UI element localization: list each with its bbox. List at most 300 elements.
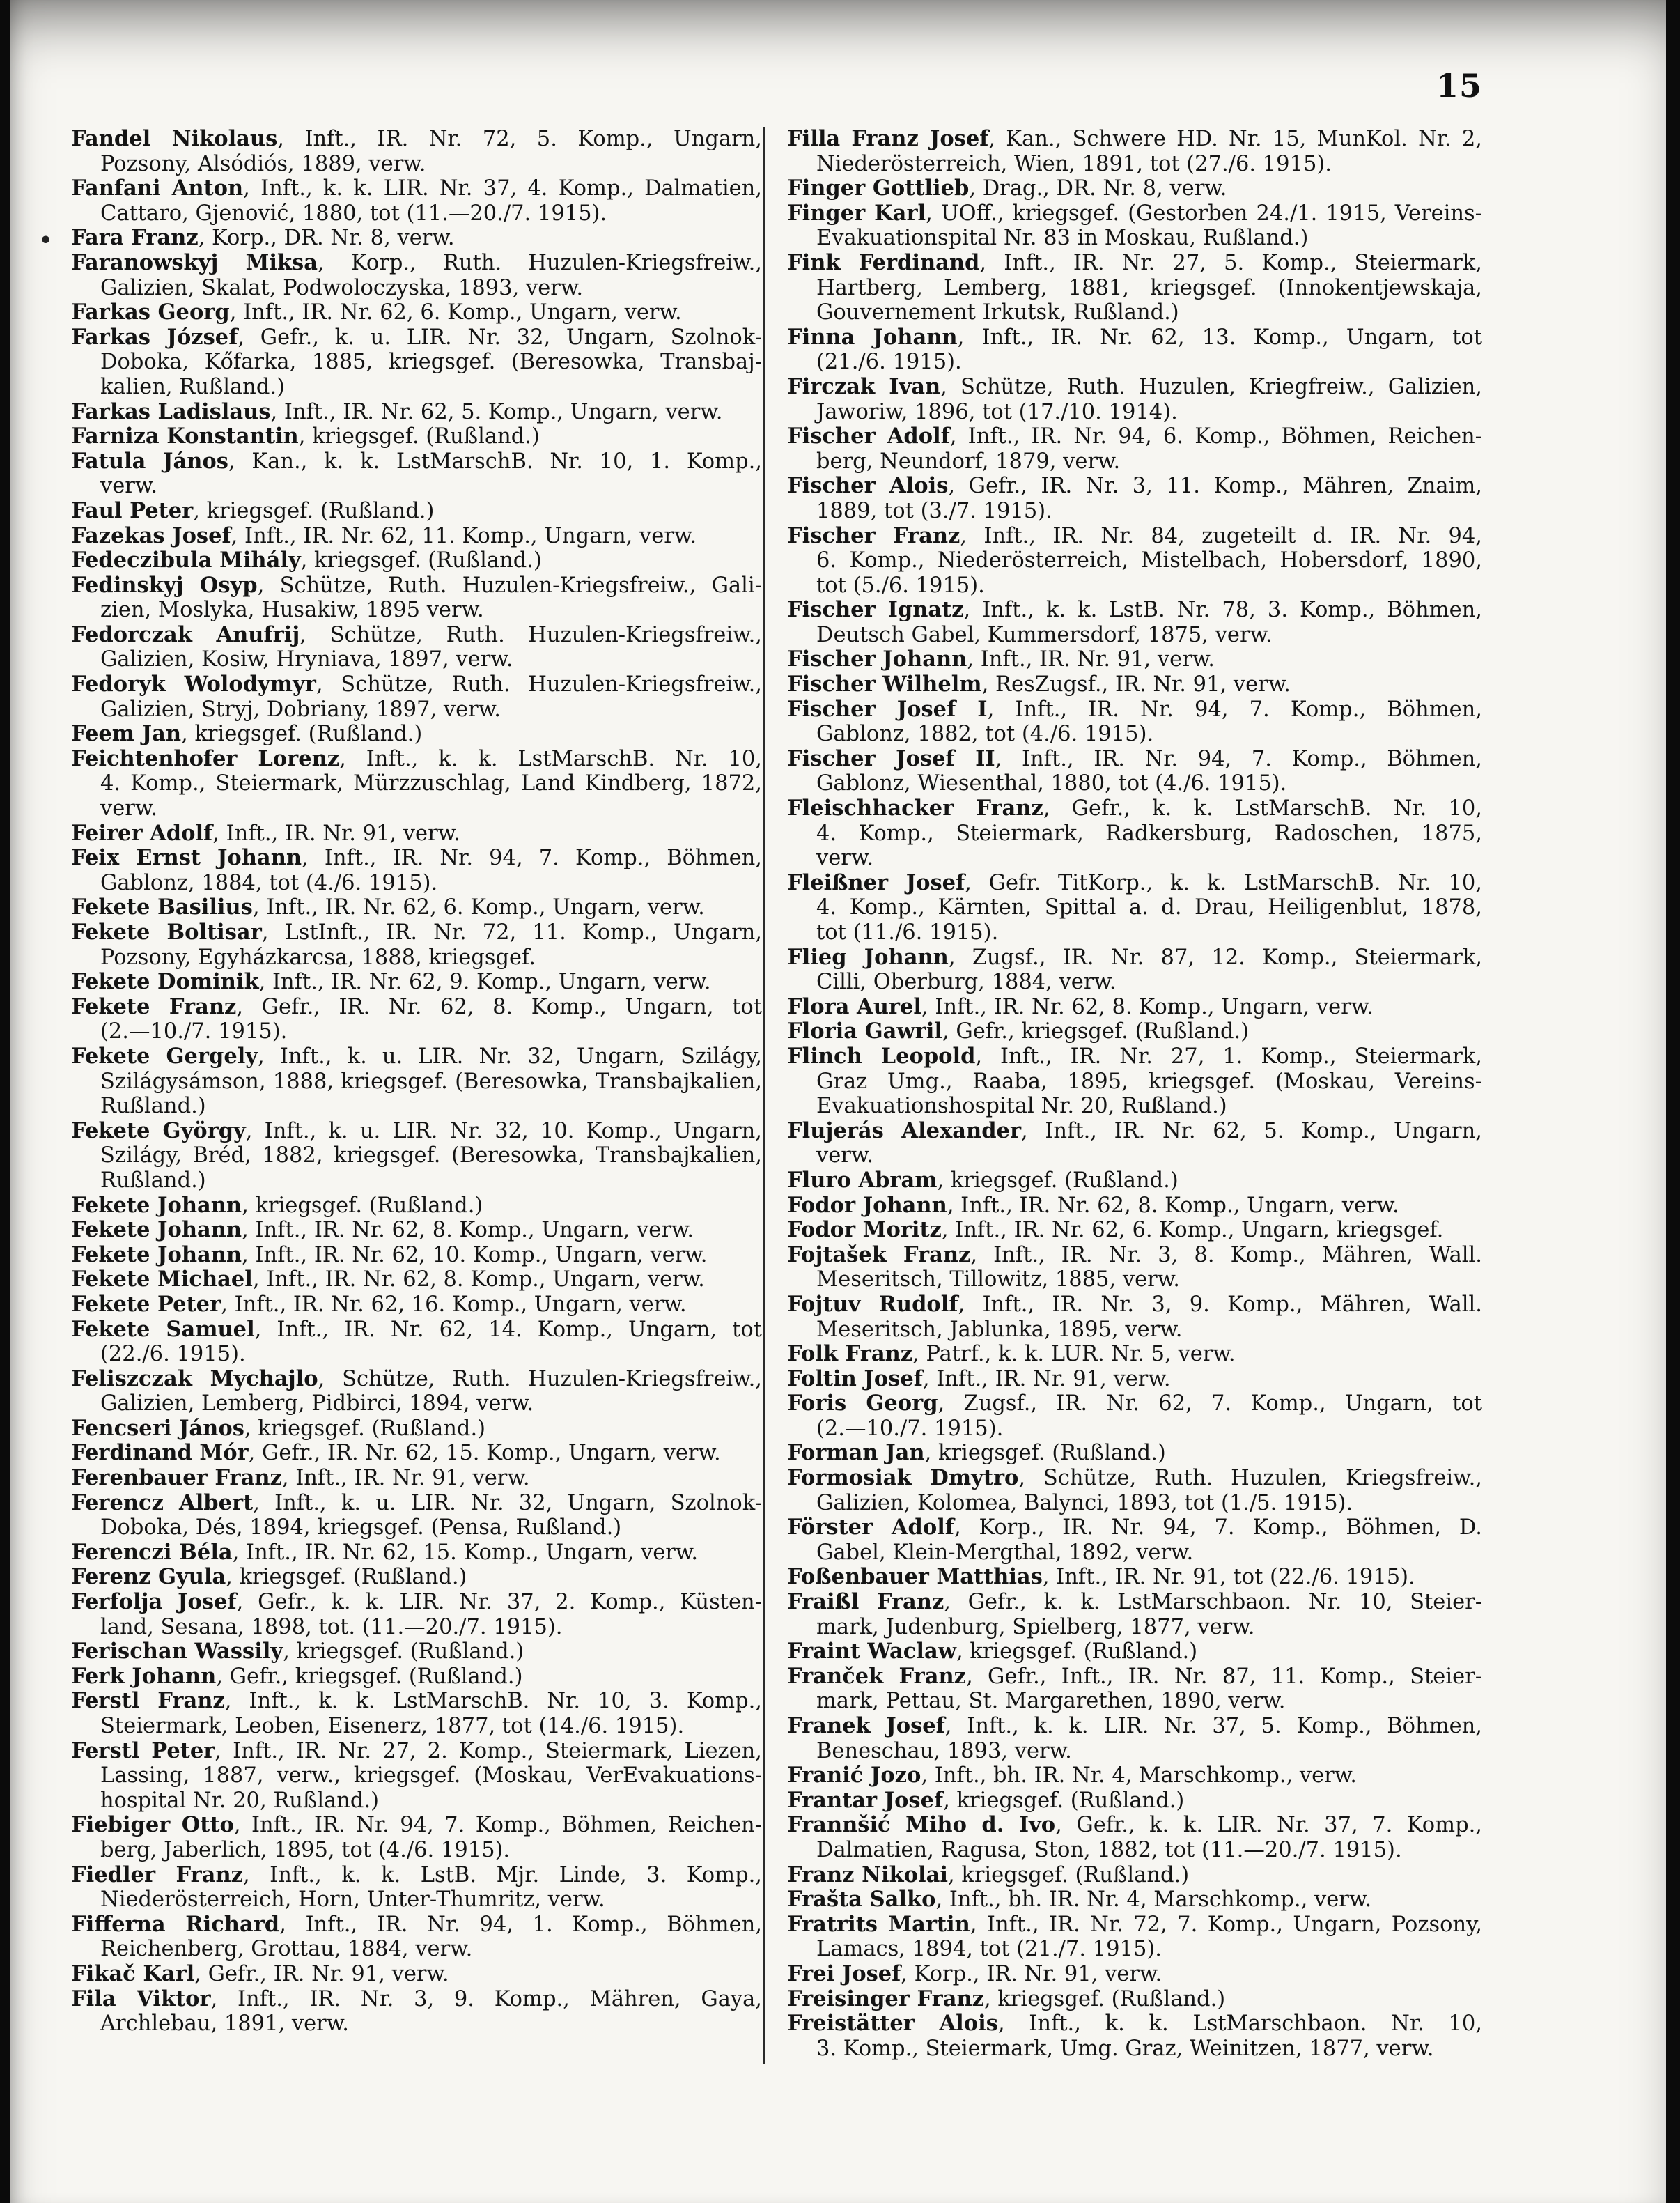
entry-name: Farkas Georg — [71, 300, 230, 325]
document-page — [10, 0, 1666, 2203]
entry-name: Fischer Josef II — [787, 746, 995, 771]
entry-name: Farniza Konstantin — [71, 424, 299, 449]
entry-continuation-line: Gablonz, 1884, tot (4./6. 1915). — [100, 870, 438, 895]
entry-continuation-line: Evakuationshospital Nr. 20, Rußland.) — [816, 1094, 1227, 1119]
entry-first-line: Farkas Ladislaus, Inft., IR. Nr. 62, 5. Komp., Ungarn, verw. — [71, 399, 723, 424]
entry-continuation-line: Jaworiw, 1896, tot (17./10. 1914). — [816, 399, 1178, 424]
entry-first-line: Fischer Josef I, Inft., IR. Nr. 94, 7. Komp., Böhmen, — [787, 697, 1482, 722]
register-entry — [71, 499, 762, 524]
entry-continuation-line: berg, Neundorf, 1879, verw. — [816, 449, 1121, 474]
entry-first-line: Fischer Alois, Gefr., IR. Nr. 3, 11. Komp., Mähren, Znaim, — [787, 474, 1482, 499]
entry-first-line: Fekete Franz, Gefr., IR. Nr. 62, 8. Komp., Ungarn, tot — [71, 994, 762, 1019]
entry-first-line: Fedoryk Wolodymyr, Schütze, Ruth. Huzulen-Kriegsfreiw., — [71, 672, 762, 697]
entry-first-line: Frannšić Miho d. Ivo, Gefr., k. k. LIR. Nr. 37, 7. Komp., — [787, 1813, 1482, 1838]
register-entry — [71, 325, 762, 400]
register-entry — [787, 201, 1482, 251]
entry-name: Folk Franz — [787, 1342, 913, 1367]
entry-continuation-line: Gabel, Klein-Mergthal, 1892, verw. — [816, 1540, 1194, 1565]
register-entry — [787, 1887, 1482, 1912]
entry-first-line: Farkas József, Gefr., k. u. LIR. Nr. 32, Ungarn, Szolnok- — [71, 325, 762, 350]
entry-name: Fila Viktor — [71, 1986, 211, 2011]
register-entry — [71, 1044, 762, 1119]
register-entry — [787, 598, 1482, 647]
entry-continuation-line: 4. Komp., Steiermark, Mürzzuschlag, Land Kindberg, 1872, — [100, 771, 762, 796]
entry-name: Fekete Franz — [71, 994, 237, 1019]
register-entry — [787, 871, 1482, 945]
register-entry — [71, 524, 762, 549]
entry-first-line: Fekete Johann, Inft., IR. Nr. 62, 8. Komp., Ungarn, verw. — [71, 1218, 694, 1243]
entry-name: Ferk Johann — [71, 1664, 217, 1689]
register-entry — [787, 747, 1482, 796]
entry-name: Ferischan Wassily — [71, 1639, 283, 1664]
entry-name: Förster Adolf — [787, 1515, 954, 1540]
entry-continuation-line: Niederösterreich, Horn, Unter-Thumritz, verw. — [100, 1887, 605, 1912]
entry-name: Floria Gawril — [787, 1019, 942, 1044]
register-entry — [71, 1565, 762, 1590]
entry-first-line: Fandel Nikolaus, Inft., IR. Nr. 72, 5. Komp., Ungarn, — [71, 127, 762, 151]
entry-name: Fodor Johann — [787, 1193, 947, 1218]
entry-first-line: Ferdinand Mór, Gefr., IR. Nr. 62, 15. Komp., Ungarn, verw. — [71, 1441, 721, 1466]
entry-name: Fanfani Anton — [71, 176, 244, 201]
register-entry — [71, 300, 762, 325]
register-entry — [787, 127, 1482, 176]
entry-first-line: Franček Franz, Gefr., Inft., IR. Nr. 87, 11. Komp., Steier- — [787, 1664, 1482, 1689]
register-entry — [787, 1391, 1482, 1441]
entry-first-line: Fodor Johann, Inft., IR. Nr. 62, 8. Komp., Ungarn, verw. — [787, 1193, 1399, 1218]
entry-first-line: Fifferna Richard, Inft., IR. Nr. 94, 1. Komp., Böhmen, — [71, 1912, 762, 1937]
entry-continuation-line: zien, Moslyka, Husakiw, 1895 verw. — [100, 598, 484, 623]
entry-name: Feirer Adolf — [71, 821, 213, 846]
register-entry — [787, 474, 1482, 523]
entry-first-line: Flieg Johann, Zugsf., IR. Nr. 87, 12. Komp., Steiermark, — [787, 945, 1482, 970]
entry-name: Fekete Johann — [71, 1193, 242, 1218]
entry-continuation-line: hospital Nr. 20, Rußland.) — [100, 1788, 380, 1813]
register-entry — [787, 2011, 1482, 2061]
entry-name: Ferstl Peter — [71, 1738, 215, 1763]
register-entry — [71, 1466, 762, 1491]
entry-first-line: Fanfani Anton, Inft., k. k. LIR. Nr. 37, 4. Komp., Dalmatien, — [71, 176, 762, 201]
entry-first-line: Ferencz Albert, Inft., k. u. LIR. Nr. 32, Ungarn, Szolnok- — [71, 1490, 762, 1515]
entry-continuation-line: 3. Komp., Steiermark, Umg. Graz, Weinitzen, 1877, verw. — [816, 2036, 1434, 2061]
register-entry — [787, 1639, 1482, 1664]
entry-first-line: Finna Johann, Inft., IR. Nr. 62, 13. Komp., Ungarn, tot — [787, 325, 1482, 350]
entry-name: Fifferna Richard — [71, 1912, 280, 1937]
register-entry — [787, 1565, 1482, 1590]
register-entry — [787, 1863, 1482, 1888]
entry-name: Fluro Abram — [787, 1168, 938, 1193]
entry-name: Fiedler Franz — [71, 1862, 243, 1887]
entry-name: Fekete Boltisar — [71, 920, 262, 945]
register-entry — [787, 1788, 1482, 1814]
register-entry — [787, 697, 1482, 747]
entry-first-line: Fedorczak Anufrij, Schütze, Ruth. Huzulen-Kriegsfreiw., — [71, 622, 762, 647]
entry-first-line: Fazekas Josef, Inft., IR. Nr. 62, 11. Komp., Ungarn, verw. — [71, 523, 697, 548]
entry-name: Foßenbauer Matthias — [787, 1565, 1043, 1590]
register-entry — [787, 1912, 1482, 1962]
register-entry — [787, 1019, 1482, 1044]
entry-continuation-line: mark, Judenburg, Spielberg, 1877, verw. — [816, 1614, 1255, 1639]
register-entry — [787, 1590, 1482, 1639]
register-entry — [71, 449, 762, 499]
entry-name: Fink Ferdinand — [787, 250, 980, 275]
entry-first-line: Feix Ernst Johann, Inft., IR. Nr. 94, 7. Komp., Böhmen, — [71, 846, 762, 871]
entry-name: Fekete Michael — [71, 1267, 253, 1292]
entry-name: Fraint Waclaw — [787, 1639, 956, 1664]
register-entry — [787, 1168, 1482, 1193]
entry-first-line: Finger Karl, UOff., kriegsgef. (Gestorben 24./1. 1915, Vereins- — [787, 201, 1482, 226]
entry-first-line: Ferstl Franz, Inft., k. k. LstMarschB. Nr. 10, 3. Komp., — [71, 1689, 762, 1714]
right-column — [787, 127, 1482, 2061]
register-entry — [71, 747, 762, 821]
entry-continuation-line: Meseritsch, Tillowitz, 1885, verw. — [816, 1267, 1180, 1292]
entry-first-line: Feem Jan, kriegsgef. (Rußland.) — [71, 722, 423, 747]
entry-name: Franek Josef — [787, 1714, 945, 1738]
entry-first-line: Fiedler Franz, Inft., k. k. LstB. Mjr. Linde, 3. Komp., — [71, 1862, 762, 1887]
entry-name: Feix Ernst Johann — [71, 846, 302, 871]
entry-first-line: Fekete Peter, Inft., IR. Nr. 62, 16. Komp., Ungarn, verw. — [71, 1292, 687, 1317]
entry-first-line: Fatula János, Kan., k. k. LstMarschB. Nr. 10, 1. Komp., — [71, 449, 762, 474]
register-entry — [787, 375, 1482, 424]
entry-name: Fazekas Josef — [71, 523, 231, 548]
entry-first-line: Floria Gawril, Gefr., kriegsgef. (Rußland.) — [787, 1019, 1250, 1044]
entry-continuation-line: Lassing, 1887, verw., kriegsgef. (Moskau, VerEvakuations- — [100, 1763, 762, 1788]
entry-name: Fekete Peter — [71, 1292, 221, 1317]
register-entry — [787, 672, 1482, 697]
register-entry — [71, 1739, 762, 1814]
entry-first-line: Franz Nikolai, kriegsgef. (Rußland.) — [787, 1862, 1190, 1887]
entry-first-line: Folk Franz, Patrf., k. k. LUR. Nr. 5, verw. — [787, 1342, 1236, 1367]
entry-name: Fekete Samuel — [71, 1317, 255, 1342]
entry-name: Franček Franz — [787, 1664, 966, 1689]
entry-continuation-line: 4. Komp., Kärnten, Spittal a. d. Drau, Heiligenblut, 1878, — [816, 895, 1482, 920]
entry-name: Fischer Ignatz — [787, 598, 964, 623]
entry-first-line: Fikač Karl, Gefr., IR. Nr. 91, verw. — [71, 1961, 449, 1986]
entry-name: Fleißner Josef — [787, 870, 965, 895]
register-entry — [71, 1267, 762, 1292]
entry-name: Fedoryk Wolodymyr — [71, 672, 316, 697]
entry-name: Fara Franz — [71, 226, 199, 251]
register-entry — [787, 1466, 1482, 1515]
entry-name: Foltin Josef — [787, 1366, 923, 1391]
entry-first-line: Fischer Franz, Inft., IR. Nr. 84, zugeteilt d. IR. Nr. 94, — [787, 523, 1482, 548]
entry-name: Flujerás Alexander — [787, 1118, 1022, 1143]
entry-name: Farkas József — [71, 325, 238, 350]
entry-continuation-line: Galizien, Kolomea, Balynci, 1893, tot (1./5. 1915). — [816, 1490, 1353, 1515]
register-entry — [787, 995, 1482, 1020]
entry-name: Fekete Dominik — [71, 970, 259, 995]
register-entry — [71, 1813, 762, 1862]
register-entry — [71, 424, 762, 449]
entry-first-line: Finger Gottlieb, Drag., DR. Nr. 8, verw. — [787, 176, 1227, 201]
entry-name: Fencseri János — [71, 1416, 244, 1441]
entry-name: Fischer Adolf — [787, 424, 950, 449]
column-divider — [763, 127, 765, 2064]
entry-name: Fleischhacker Franz — [787, 796, 1043, 821]
entry-name: Fischer Alois — [787, 474, 949, 499]
entry-name: Fekete Basilius — [71, 895, 253, 920]
entry-name: Frannšić Miho d. Ivo — [787, 1813, 1056, 1838]
entry-first-line: Fekete Samuel, Inft., IR. Nr. 62, 14. Komp., Ungarn, tot — [71, 1317, 762, 1342]
entry-continuation-line: (2.—10./7. 1915). — [816, 1416, 1004, 1441]
entry-first-line: Fekete Johann, kriegsgef. (Rußland.) — [71, 1193, 483, 1218]
entry-continuation-line: Pozsony, Egyházkarcsa, 1888, kriegsgef. — [100, 945, 536, 970]
register-entry — [71, 1639, 762, 1664]
register-entry — [71, 1863, 762, 1912]
entry-continuation-line: Galizien, Kosiw, Hryniava, 1897, verw. — [100, 647, 513, 672]
entry-first-line: Freisinger Franz, kriegsgef. (Rußland.) — [787, 1986, 1226, 2011]
entry-continuation-line: Gouvernement Irkutsk, Rußland.) — [816, 300, 1179, 325]
entry-name: Faul Peter — [71, 498, 194, 523]
entry-first-line: Fiebiger Otto, Inft., IR. Nr. 94, 7. Komp., Böhmen, Reichen- — [71, 1813, 762, 1838]
entry-name: Frantar Josef — [787, 1788, 944, 1813]
register-entry — [71, 573, 762, 623]
entry-first-line: Fodor Moritz, Inft., IR. Nr. 62, 6. Komp., Ungarn, kriegsgef. — [787, 1218, 1444, 1243]
entry-first-line: Flora Aurel, Inft., IR. Nr. 62, 8. Komp., Ungarn, verw. — [787, 994, 1374, 1019]
entry-continuation-line: Galizien, Stryj, Dobriany, 1897, verw. — [100, 697, 501, 722]
entry-name: Fedeczibula Mihály — [71, 548, 301, 573]
entry-name: Ferdinand Mór — [71, 1441, 249, 1466]
entry-continuation-line: Archlebau, 1891, verw. — [100, 2011, 349, 2036]
entry-name: Foris Georg — [787, 1391, 938, 1416]
entry-name: Franić Jozo — [787, 1763, 921, 1788]
entry-name: Ferenz Gyula — [71, 1565, 226, 1590]
margin-mark-icon: • — [39, 229, 53, 253]
entry-first-line: Ferfolja Josef, Gefr., k. k. LIR. Nr. 37, 2. Komp., Küsten- — [71, 1590, 762, 1615]
entry-continuation-line: Szilágysámson, 1888, kriegsgef. (Beresowka, Transbajkalien, — [100, 1069, 762, 1094]
entry-name: Ferenczi Béla — [71, 1540, 233, 1565]
entry-first-line: Fekete Basilius, Inft., IR. Nr. 62, 6. Komp., Ungarn, verw. — [71, 895, 705, 920]
entry-continuation-line: (21./6. 1915). — [816, 350, 962, 375]
entry-first-line: Flujerás Alexander, Inft., IR. Nr. 62, 5. Komp., Ungarn, — [787, 1118, 1482, 1143]
entry-name: Ferstl Franz — [71, 1689, 225, 1714]
entry-first-line: Fraint Waclaw, kriegsgef. (Rußland.) — [787, 1639, 1198, 1664]
register-entry — [71, 1441, 762, 1466]
entry-continuation-line: tot (11./6. 1915). — [816, 920, 999, 945]
entry-name: Fekete Johann — [71, 1218, 242, 1243]
entry-first-line: Franić Jozo, Inft., bh. IR. Nr. 4, Marschkomp., verw. — [787, 1763, 1357, 1788]
entry-continuation-line: Steiermark, Leoben, Eisenerz, 1877, tot (14./6. 1915). — [100, 1714, 685, 1738]
entry-continuation-line: Niederösterreich, Wien, 1891, tot (27./6. 1915). — [816, 151, 1332, 176]
entry-first-line: Fischer Ignatz, Inft., k. k. LstB. Nr. 78, 3. Komp., Böhmen, — [787, 598, 1482, 623]
entry-continuation-line: verw. — [100, 796, 158, 821]
entry-continuation-line: Rußland.) — [100, 1168, 206, 1193]
register-entry — [71, 1243, 762, 1268]
entry-first-line: Formosiak Dmytro, Schütze, Ruth. Huzulen, Kriegsfreiw., — [787, 1466, 1482, 1491]
entry-first-line: Fratrits Martin, Inft., IR. Nr. 72, 7. Komp., Ungarn, Pozsony, — [787, 1912, 1482, 1937]
register-entry — [71, 1218, 762, 1243]
entry-first-line: Flinch Leopold, Inft., IR. Nr. 27, 1. Komp., Steiermark, — [787, 1044, 1482, 1069]
register-entry — [71, 1590, 762, 1639]
entry-first-line: Fojtašek Franz, Inft., IR. Nr. 3, 8. Komp., Mähren, Wall. — [787, 1242, 1482, 1267]
register-entry — [787, 251, 1482, 325]
entry-first-line: Fekete Johann, Inft., IR. Nr. 62, 10. Komp., Ungarn, verw. — [71, 1242, 708, 1267]
register-entry — [71, 895, 762, 920]
register-entry — [71, 1292, 762, 1317]
entry-first-line: Frei Josef, Korp., IR. Nr. 91, verw. — [787, 1961, 1162, 1986]
entry-continuation-line: 4. Komp., Steiermark, Radkersburg, Radoschen, 1875, — [816, 821, 1482, 846]
entry-first-line: Foßenbauer Matthias, Inft., IR. Nr. 91, tot (22./6. 1915). — [787, 1565, 1415, 1590]
entry-first-line: Foltin Josef, Inft., IR. Nr. 91, verw. — [787, 1366, 1171, 1391]
entry-first-line: Faranowskyj Miksa, Korp., Ruth. Huzulen-Kriegsfreiw., — [71, 250, 762, 275]
register-entry — [787, 1342, 1482, 1367]
entry-continuation-line: land, Sesana, 1898, tot. (11.—20./7. 1915). — [100, 1614, 563, 1639]
register-entry — [787, 1664, 1482, 1714]
register-entry — [787, 325, 1482, 375]
entry-first-line: Fleischhacker Franz, Gefr., k. k. LstMarschB. Nr. 10, — [787, 796, 1482, 821]
entry-first-line: Fekete Gergely, Inft., k. u. LIR. Nr. 32, Ungarn, Szilágy, — [71, 1044, 762, 1069]
entry-first-line: Firczak Ivan, Schütze, Ruth. Huzulen, Kriegfreiw., Galizien, — [787, 374, 1482, 399]
entry-name: Fratrits Martin — [787, 1912, 970, 1937]
entry-continuation-line: verw. — [100, 474, 158, 499]
register-entry — [71, 176, 762, 226]
register-entry — [71, 226, 762, 251]
entry-name: Feliszczak Mychajlo — [71, 1366, 318, 1391]
entry-name: Ferfolja Josef — [71, 1590, 237, 1615]
register-entry — [787, 1218, 1482, 1243]
register-entry — [787, 647, 1482, 672]
entry-continuation-line: (2.—10./7. 1915). — [100, 1019, 288, 1044]
register-entry — [71, 1491, 762, 1540]
register-entry — [71, 1987, 762, 2036]
entry-continuation-line: Galizien, Lemberg, Pidbirci, 1894, verw. — [100, 1391, 534, 1416]
entry-first-line: Fedinskyj Osyp, Schütze, Ruth. Huzulen-Kriegsfreiw., Gali- — [71, 573, 762, 598]
entry-name: Faranowskyj Miksa — [71, 250, 318, 275]
register-entry — [787, 1515, 1482, 1565]
entry-name: Freisinger Franz — [787, 1986, 984, 2011]
entry-name: Flieg Johann — [787, 945, 949, 970]
entry-first-line: Filla Franz Josef, Kan., Schwere HD. Nr. 15, MunKol. Nr. 2, — [787, 127, 1482, 151]
register-entry — [787, 1763, 1482, 1788]
entry-first-line: Fencseri János, kriegsgef. (Rußland.) — [71, 1416, 486, 1441]
entry-first-line: Feichtenhofer Lorenz, Inft., k. k. LstMarschB. Nr. 10, — [71, 746, 762, 771]
entry-name: Fedinskyj Osyp — [71, 573, 258, 598]
entry-name: Fiebiger Otto — [71, 1813, 234, 1838]
entry-first-line: Fleißner Josef, Gefr. TitKorp., k. k. LstMarschB. Nr. 10, — [787, 870, 1482, 895]
entry-name: Fedorczak Anufrij — [71, 622, 300, 647]
register-entry — [71, 623, 762, 672]
register-entry — [787, 176, 1482, 201]
entry-first-line: Fischer Johann, Inft., IR. Nr. 91, verw. — [787, 647, 1215, 672]
register-entry — [71, 251, 762, 300]
entry-continuation-line: Doboka, Kőfarka, 1885, kriegsgef. (Beresowka, Transbaj- — [100, 350, 762, 375]
entry-first-line: Ferischan Wassily, kriegsgef. (Rußland.) — [71, 1639, 524, 1664]
entry-name: Frašta Salko — [787, 1887, 936, 1912]
entry-first-line: Fojtuv Rudolf, Inft., IR. Nr. 3, 9. Komp., Mähren, Wall. — [787, 1292, 1482, 1317]
entry-first-line: Ferstl Peter, Inft., IR. Nr. 27, 2. Komp., Steiermark, Liezen, — [71, 1738, 762, 1763]
entry-first-line: Franek Josef, Inft., k. k. LIR. Nr. 37, 5. Komp., Böhmen, — [787, 1714, 1482, 1738]
entry-continuation-line: Gablonz, 1882, tot (4./6. 1915). — [816, 722, 1154, 747]
entry-first-line: Fekete Dominik, Inft., IR. Nr. 62, 9. Komp., Ungarn, verw. — [71, 970, 711, 995]
entry-first-line: Förster Adolf, Korp., IR. Nr. 94, 7. Komp., Böhmen, D. — [787, 1515, 1482, 1540]
entry-name: Fikač Karl — [71, 1961, 195, 1986]
register-entry — [787, 1987, 1482, 2012]
entry-first-line: Fedeczibula Mihály, kriegsgef. (Rußland.) — [71, 548, 542, 573]
register-entry — [71, 1317, 762, 1367]
entry-continuation-line: Beneschau, 1893, verw. — [816, 1738, 1072, 1763]
register-entry — [71, 672, 762, 722]
entry-continuation-line: Galizien, Skalat, Podwoloczyska, 1893, verw. — [100, 275, 584, 300]
register-entry — [787, 1193, 1482, 1219]
entry-first-line: Forman Jan, kriegsgef. (Rußland.) — [787, 1441, 1166, 1466]
entry-continuation-line: Rußland.) — [100, 1094, 206, 1119]
register-entry — [71, 1193, 762, 1219]
entry-first-line: Fekete György, Inft., k. u. LIR. Nr. 32, 10. Komp., Ungarn, — [71, 1118, 762, 1143]
entry-first-line: Fekete Boltisar, LstInft., IR. Nr. 72, 11. Komp., Ungarn, — [71, 920, 762, 945]
register-entry — [787, 1044, 1482, 1119]
entry-continuation-line: Cilli, Oberburg, 1884, verw. — [816, 970, 1117, 995]
register-entry — [787, 1962, 1482, 1987]
entry-first-line: Fischer Josef II, Inft., IR. Nr. 94, 7. Komp., Böhmen, — [787, 746, 1482, 771]
entry-name: Fojtuv Rudolf — [787, 1292, 958, 1317]
register-entry — [787, 1441, 1482, 1466]
entry-first-line: Feliszczak Mychajlo, Schütze, Ruth. Huzulen-Kriegsfreiw., — [71, 1366, 762, 1391]
entry-continuation-line: 1889, tot (3./7. 1915). — [816, 498, 1052, 523]
entry-first-line: Fila Viktor, Inft., IR. Nr. 3, 9. Komp., Mähren, Gaya, — [71, 1986, 762, 2011]
register-entry — [71, 920, 762, 970]
entry-continuation-line: Graz Umg., Raaba, 1895, kriegsgef. (Moskau, Vereins- — [816, 1069, 1482, 1094]
entry-name: Forman Jan — [787, 1441, 925, 1466]
entry-name: Fischer Josef I — [787, 697, 988, 722]
entry-first-line: Frantar Josef, kriegsgef. (Rußland.) — [787, 1788, 1185, 1813]
entry-first-line: Fischer Adolf, Inft., IR. Nr. 94, 6. Komp., Böhmen, Reichen- — [787, 424, 1482, 449]
entry-continuation-line: Lamacs, 1894, tot (21./7. 1915). — [816, 1937, 1162, 1962]
page-number: 15 — [1436, 67, 1482, 105]
entry-name: Flora Aurel — [787, 994, 921, 1019]
entry-name: Frei Josef — [787, 1961, 901, 1986]
entry-name: Fandel Nikolaus — [71, 127, 278, 151]
entry-continuation-line: verw. — [816, 846, 874, 871]
entry-name: Freistätter Alois — [787, 2011, 998, 2036]
register-entry — [71, 995, 762, 1044]
entry-first-line: Fluro Abram, kriegsgef. (Rußland.) — [787, 1168, 1179, 1193]
entry-name: Fischer Franz — [787, 523, 960, 548]
register-entry — [71, 1962, 762, 1987]
register-entry — [71, 1367, 762, 1416]
entry-first-line: Feirer Adolf, Inft., IR. Nr. 91, verw. — [71, 821, 460, 846]
entry-name: Feem Jan — [71, 722, 182, 747]
entry-first-line: Farkas Georg, Inft., IR. Nr. 62, 6. Komp., Ungarn, verw. — [71, 300, 682, 325]
entry-continuation-line: Reichenberg, Grottau, 1884, verw. — [100, 1937, 473, 1962]
entry-first-line: Freistätter Alois, Inft., k. k. LstMarschbaon. Nr. 10, — [787, 2011, 1482, 2036]
entry-name: Firczak Ivan — [787, 374, 941, 399]
register-entry — [787, 1292, 1482, 1342]
register-entry — [787, 1119, 1482, 1168]
entry-continuation-line: Evakuationspital Nr. 83 in Moskau, Rußland.) — [816, 226, 1309, 251]
entry-name: Ferencz Albert — [71, 1490, 254, 1515]
register-entry — [71, 821, 762, 847]
entry-first-line: Fara Franz, Korp., DR. Nr. 8, verw. — [71, 226, 455, 251]
register-entry — [71, 1119, 762, 1193]
left-column — [71, 127, 762, 2036]
register-entry — [787, 1243, 1482, 1292]
entry-first-line: Fekete Michael, Inft., IR. Nr. 62, 8. Komp., Ungarn, verw. — [71, 1267, 705, 1292]
entry-first-line: Faul Peter, kriegsgef. (Rußland.) — [71, 498, 435, 523]
entry-name: Finger Gottlieb — [787, 176, 970, 201]
register-entry — [71, 400, 762, 425]
register-entry — [71, 722, 762, 747]
register-entry — [71, 548, 762, 573]
register-entry — [71, 1540, 762, 1566]
register-entry — [787, 945, 1482, 995]
register-entry — [787, 524, 1482, 598]
entry-first-line: Farniza Konstantin, kriegsgef. (Rußland.) — [71, 424, 540, 449]
entry-continuation-line: Deutsch Gabel, Kummersdorf, 1875, verw. — [816, 622, 1273, 647]
entry-name: Formosiak Dmytro — [787, 1466, 1019, 1491]
entry-continuation-line: (22./6. 1915). — [100, 1342, 246, 1367]
entry-name: Franz Nikolai — [787, 1862, 948, 1887]
entry-name: Finger Karl — [787, 201, 926, 226]
entry-continuation-line: Szilágy, Bréd, 1882, kriegsgef. (Beresowka, Transbajkalien, — [100, 1143, 762, 1168]
